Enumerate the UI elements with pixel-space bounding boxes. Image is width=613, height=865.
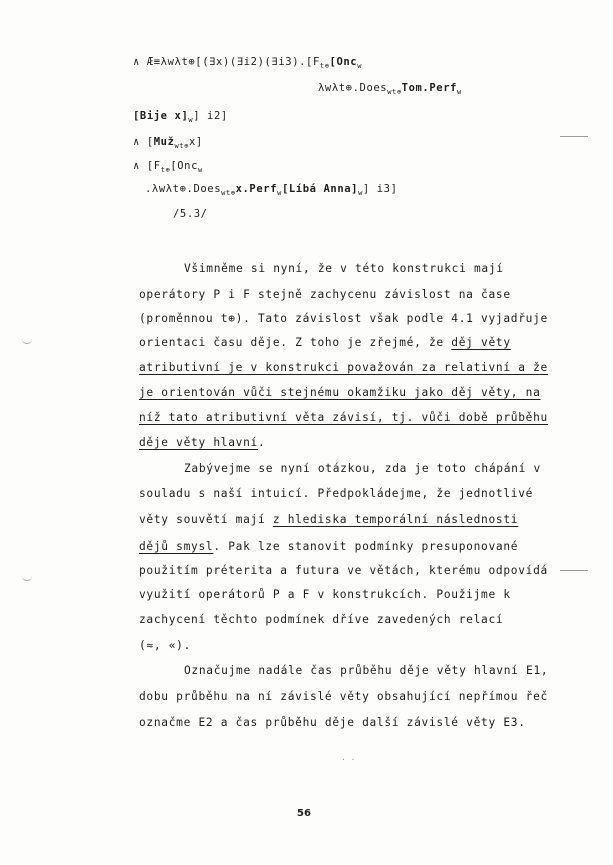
text-run: označme E2 a čas průběhu děje další závislé věty E3.	[139, 716, 526, 729]
formula-subscript: wt⊕	[221, 189, 236, 198]
scan-mark	[22, 335, 32, 344]
para1-line-4	[139, 336, 511, 349]
para2-line-8	[139, 639, 191, 652]
text-run: operátory P i F stejně zachycenu závislost na čase	[139, 288, 511, 301]
para2-line-1	[184, 462, 541, 475]
formula-text: [Onc	[329, 56, 358, 68]
underlined-text: děj věty	[451, 336, 511, 349]
formula-text: [Líbá Anna]	[281, 183, 359, 195]
formula-subscript: w	[457, 88, 462, 97]
para1-line-7	[139, 411, 548, 424]
text-run: (proměnnou t⊕). Tato závislost však podle 4.1 vyjadřuje	[139, 312, 548, 325]
para3-line-3	[139, 716, 526, 729]
scan-mark	[560, 136, 588, 137]
equation-number	[173, 208, 208, 220]
formula-subscript: w	[198, 166, 203, 175]
formula-text: Tom.Perf	[401, 82, 458, 94]
underlined-text: děje věty hlavní	[139, 436, 258, 449]
para2-line-3	[139, 513, 518, 526]
formula-text: .λwλt⊕.Does	[145, 183, 222, 195]
formula-subscript: w	[358, 189, 363, 198]
scan-mark	[22, 572, 32, 581]
formula-text: x.Perf	[235, 183, 278, 195]
para1-line-5	[139, 361, 548, 374]
underlined-text: dějů smysl	[139, 540, 214, 553]
text-run: dobu průběhu na ní závislé věty obsahující nepřímou řeč	[139, 690, 548, 703]
para1-line-6	[139, 386, 541, 399]
text-run: orientaci času děje. Z toho je zřejmé, že	[139, 336, 452, 349]
formula-line-2	[318, 82, 462, 96]
underlined-text: z hlediska temporální následnosti	[272, 513, 519, 526]
formula-text: ∧ [F	[133, 160, 161, 172]
formula-text: λwλt⊕.Does	[318, 82, 388, 94]
para2-line-4	[139, 540, 518, 553]
para1-line-2	[139, 288, 511, 301]
para2-line-6	[139, 588, 511, 601]
formula-line-3	[133, 110, 228, 124]
para2-line-2	[139, 487, 533, 500]
text-run: . Pak lze stanovit podmínky presuponované	[213, 540, 519, 553]
formula-text: ∧ [	[133, 136, 154, 148]
para1-line-1	[184, 262, 504, 275]
formula-subscript: t⊕	[160, 166, 171, 175]
para3-line-1	[184, 664, 548, 677]
formula-text: ∧ Æ≡λwλt⊕[(∃x)(∃i2)(∃i3).[F	[133, 56, 320, 68]
page-number: 56	[297, 808, 311, 819]
equation-label: /5.3/	[173, 208, 208, 220]
formula-line-6	[145, 183, 398, 197]
text-run: věty souvětí mají	[139, 513, 273, 526]
formula-subscript: t⊕	[319, 62, 330, 71]
para1-line-3	[139, 312, 548, 325]
text-run: souladu s naší intuicí. Předpokládejme, že jednotlivé	[139, 487, 534, 500]
formula-line-5	[133, 160, 203, 174]
formula-text: ] i3]	[362, 183, 398, 195]
text-run: .	[257, 436, 266, 449]
text-run: zachycení těchto podmínek dříve zavedených relací	[139, 613, 504, 626]
text-run: (≈, «).	[139, 639, 192, 652]
underlined-text: níž tato atributivní věta závisí, tj. vůči době průběhu	[139, 411, 548, 424]
formula-text: [Onc	[170, 160, 199, 172]
formula-subscript: w	[277, 189, 282, 198]
formula-subscript: w	[188, 116, 194, 125]
formula-subscript: w	[357, 62, 363, 71]
scan-mark: · ·	[341, 755, 356, 764]
formula-text: Muž	[153, 136, 175, 148]
para1-line-8	[139, 436, 265, 449]
underlined-text: je orientován vůči stejnému okamžiku jako děj věty, na	[139, 386, 541, 399]
text-run: využití operátorů P a F v konstrukcích. Použijme k	[139, 588, 511, 601]
scan-mark	[560, 570, 588, 571]
formula-text: x]	[188, 136, 203, 148]
text-run: Zabývejme se nyní otázkou, zda je toto chápání v	[184, 462, 541, 475]
text-run: použitím préterita a futura ve větách, kterému odpovídá	[139, 564, 548, 577]
text-run: Všimněme si nyní, že v této konstrukci mají	[184, 262, 504, 275]
formula-subscript: wt⊕	[174, 142, 189, 151]
formula-text: ] i2]	[193, 110, 228, 122]
formula-text: [Bije x]	[133, 110, 189, 122]
formula-subscript: wt⊕	[387, 88, 402, 97]
para3-line-2	[139, 690, 548, 703]
para2-line-5	[139, 564, 548, 577]
underlined-text: atributivní je v konstrukci považován za relativní a že	[139, 361, 548, 374]
formula-line-4	[133, 136, 203, 150]
formula-line-1	[133, 56, 362, 70]
para2-line-7	[139, 613, 503, 626]
text-run: Označujme nadále čas průběhu děje věty hlavní E1,	[184, 664, 549, 677]
